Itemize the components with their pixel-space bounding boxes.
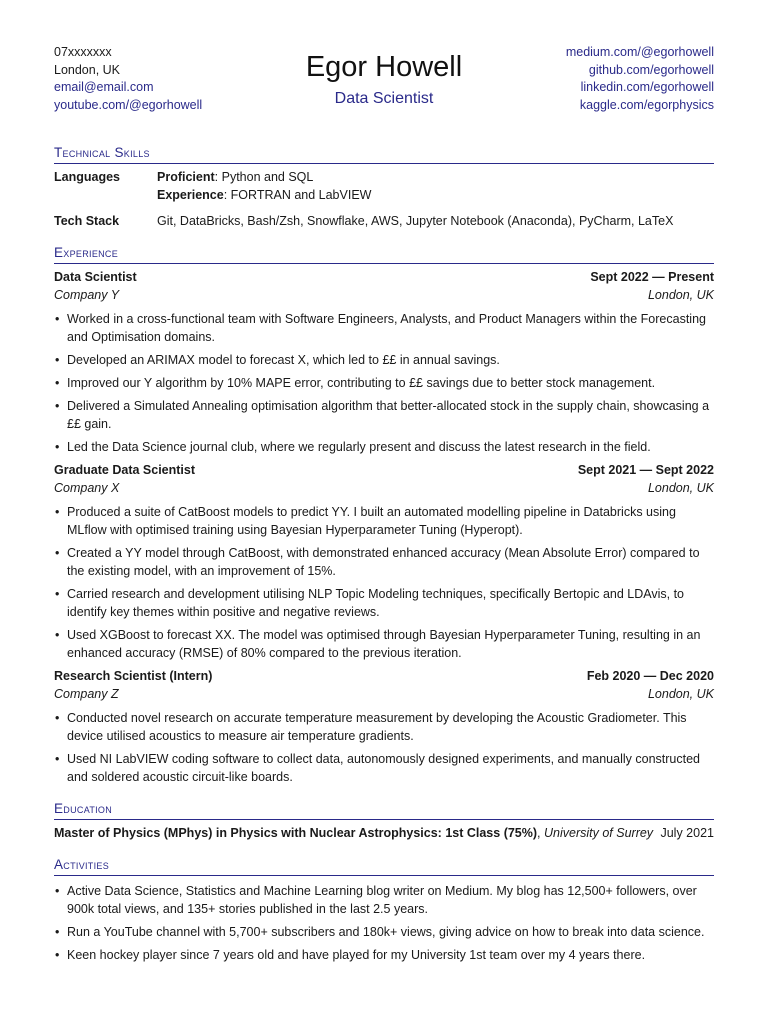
job-bullet: • Improved our Y algorithm by 10% MAPE error, contributing to ££ savings due to better stock management. <box>54 374 714 392</box>
job-company: Company X <box>54 481 120 495</box>
graduation-date: July 2021 <box>660 826 714 840</box>
job-company: Company Y <box>54 288 120 302</box>
job-header <box>54 268 714 286</box>
university: University of Surrey <box>544 826 654 840</box>
activity-bullet: • Active Data Science, Statistics and Machine Learning blog writer on Medium. My blog has 12,500+ followers, over 900k total views, and 135+ stories published in the last 2.5 years. <box>54 882 714 918</box>
experience-line <box>157 186 714 204</box>
job-role: Research Scientist (Intern) <box>54 669 213 683</box>
proficient-value: : Python and SQL <box>214 170 314 184</box>
job-bullets <box>54 709 714 786</box>
job-bullet: • Used NI LabVIEW coding software to collect data, autonomously designed experiments, and manually constructed and soldered acoustic circuit-like boards. <box>54 750 714 786</box>
job-bullet: • Led the Data Science journal club, where we regularly present and discuss the latest research in the field. <box>54 438 714 456</box>
phone-number: 07xxxxxxx <box>54 45 112 59</box>
job-entry <box>54 461 714 662</box>
job-location: London, UK <box>647 481 714 495</box>
person-title: Data Scientist <box>334 90 434 107</box>
job-dates: Sept 2022 — Present <box>590 270 714 284</box>
job-bullet: • Used XGBoost to forecast XX. The model was optimised through Bayesian Hyperparameter Tuning, resulting in an enhanced accuracy (RMSE) of 80% compared to the previous iteration. <box>54 626 714 662</box>
contact-right <box>566 44 714 114</box>
job-bullet: • Worked in a cross-functional team with Software Engineers, Analysts, and Product Managers within the Forecasting and Optimisation domains. <box>54 310 714 346</box>
job-list <box>54 268 714 786</box>
resume-header <box>54 42 714 120</box>
skills-heading: Technical Skills <box>54 144 714 164</box>
experience-value: : FORTRAN and LabVIEW <box>223 188 372 202</box>
skill-value: Git, DataBricks, Bash/Zsh, Snowflake, AWS, Jupyter Notebook (Anaconda), PyCharm, LaTeX <box>157 214 674 228</box>
education-entry <box>54 824 714 842</box>
job-entry <box>54 268 714 456</box>
resume-page <box>54 42 714 969</box>
email-link[interactable]: email@email.com <box>54 80 154 94</box>
job-dates: Feb 2020 — Dec 2020 <box>586 669 714 683</box>
github-link[interactable]: github.com/egorhowell <box>588 62 714 77</box>
degree-separator: , <box>537 826 544 840</box>
job-bullet: • Created a YY model through CatBoost, with demonstrated enhanced accuracy (Mean Absolute Error) compared to the existing model, with an improvement of 15%. <box>54 544 714 580</box>
job-bullet: • Conducted novel research on accurate temperature measurement by developing the Acoustic Gradiometer. This device utilised acoustics to measure air temperature gradients. <box>54 709 714 745</box>
job-subheader <box>54 685 714 703</box>
job-bullets <box>54 310 714 456</box>
experience-label: Experience <box>157 188 224 202</box>
person-name: Egor Howell <box>305 51 463 83</box>
skill-label: Languages <box>54 170 120 184</box>
youtube-link[interactable]: youtube.com/@egorhowell <box>54 97 203 112</box>
skill-value <box>157 168 714 204</box>
activity-list <box>54 882 714 964</box>
job-bullet: • Developed an ARIMAX model to forecast X, which led to ££ in annual savings. <box>54 351 714 369</box>
proficient-label: Proficient <box>157 170 215 184</box>
medium-link[interactable]: medium.com/@egorhowell <box>565 45 714 59</box>
skill-row-techstack <box>54 212 714 230</box>
job-location: London, UK <box>647 687 714 701</box>
job-bullet: • Produced a suite of CatBoost models to predict YY. I built an automated modelling pipeline in Databricks using MLflow with optimised training using Bayesian Hyperparameter Tuning (Hyperopt). <box>54 503 714 539</box>
job-role: Data Scientist <box>54 270 137 284</box>
education-degree-line <box>54 824 653 842</box>
degree: Master of Physics (MPhys) in Physics with Nuclear Astrophysics: 1st Class (75%) <box>54 826 538 840</box>
skill-row-languages <box>54 168 714 204</box>
education-heading: Education <box>54 800 714 820</box>
job-subheader <box>54 286 714 304</box>
job-bullet: • Delivered a Simulated Annealing optimisation algorithm that better-allocated stock in the supply chain, showcasing a ££ gain. <box>54 397 714 433</box>
skill-label: Tech Stack <box>54 214 120 228</box>
job-header <box>54 667 714 685</box>
job-subheader <box>54 479 714 497</box>
activity-bullet: • Keen hockey player since 7 years old and have played for my University 1st team over my 4 years there. <box>54 946 714 964</box>
activity-bullet: • Run a YouTube channel with 5,700+ subscribers and 180k+ views, giving advice on how to break into data science. <box>54 923 714 941</box>
job-bullets <box>54 503 714 662</box>
job-location: London, UK <box>647 288 714 302</box>
activities-heading: Activities <box>54 856 714 876</box>
job-entry <box>54 667 714 786</box>
job-role: Graduate Data Scientist <box>54 463 196 477</box>
kaggle-link[interactable]: kaggle.com/egorphysics <box>579 97 714 112</box>
job-bullet: • Carried research and development utilising NLP Topic Modeling techniques, specifically Bertopic and LDAvis, to identify key themes within positive and negative reviews. <box>54 585 714 621</box>
job-header <box>54 461 714 479</box>
job-dates: Sept 2021 — Sept 2022 <box>577 463 714 477</box>
location: London, UK <box>54 62 121 77</box>
job-company: Company Z <box>54 687 119 701</box>
proficient-line <box>157 168 714 186</box>
experience-heading: Experience <box>54 244 714 264</box>
linkedin-link[interactable]: linkedin.com/egorhowell <box>580 80 714 94</box>
